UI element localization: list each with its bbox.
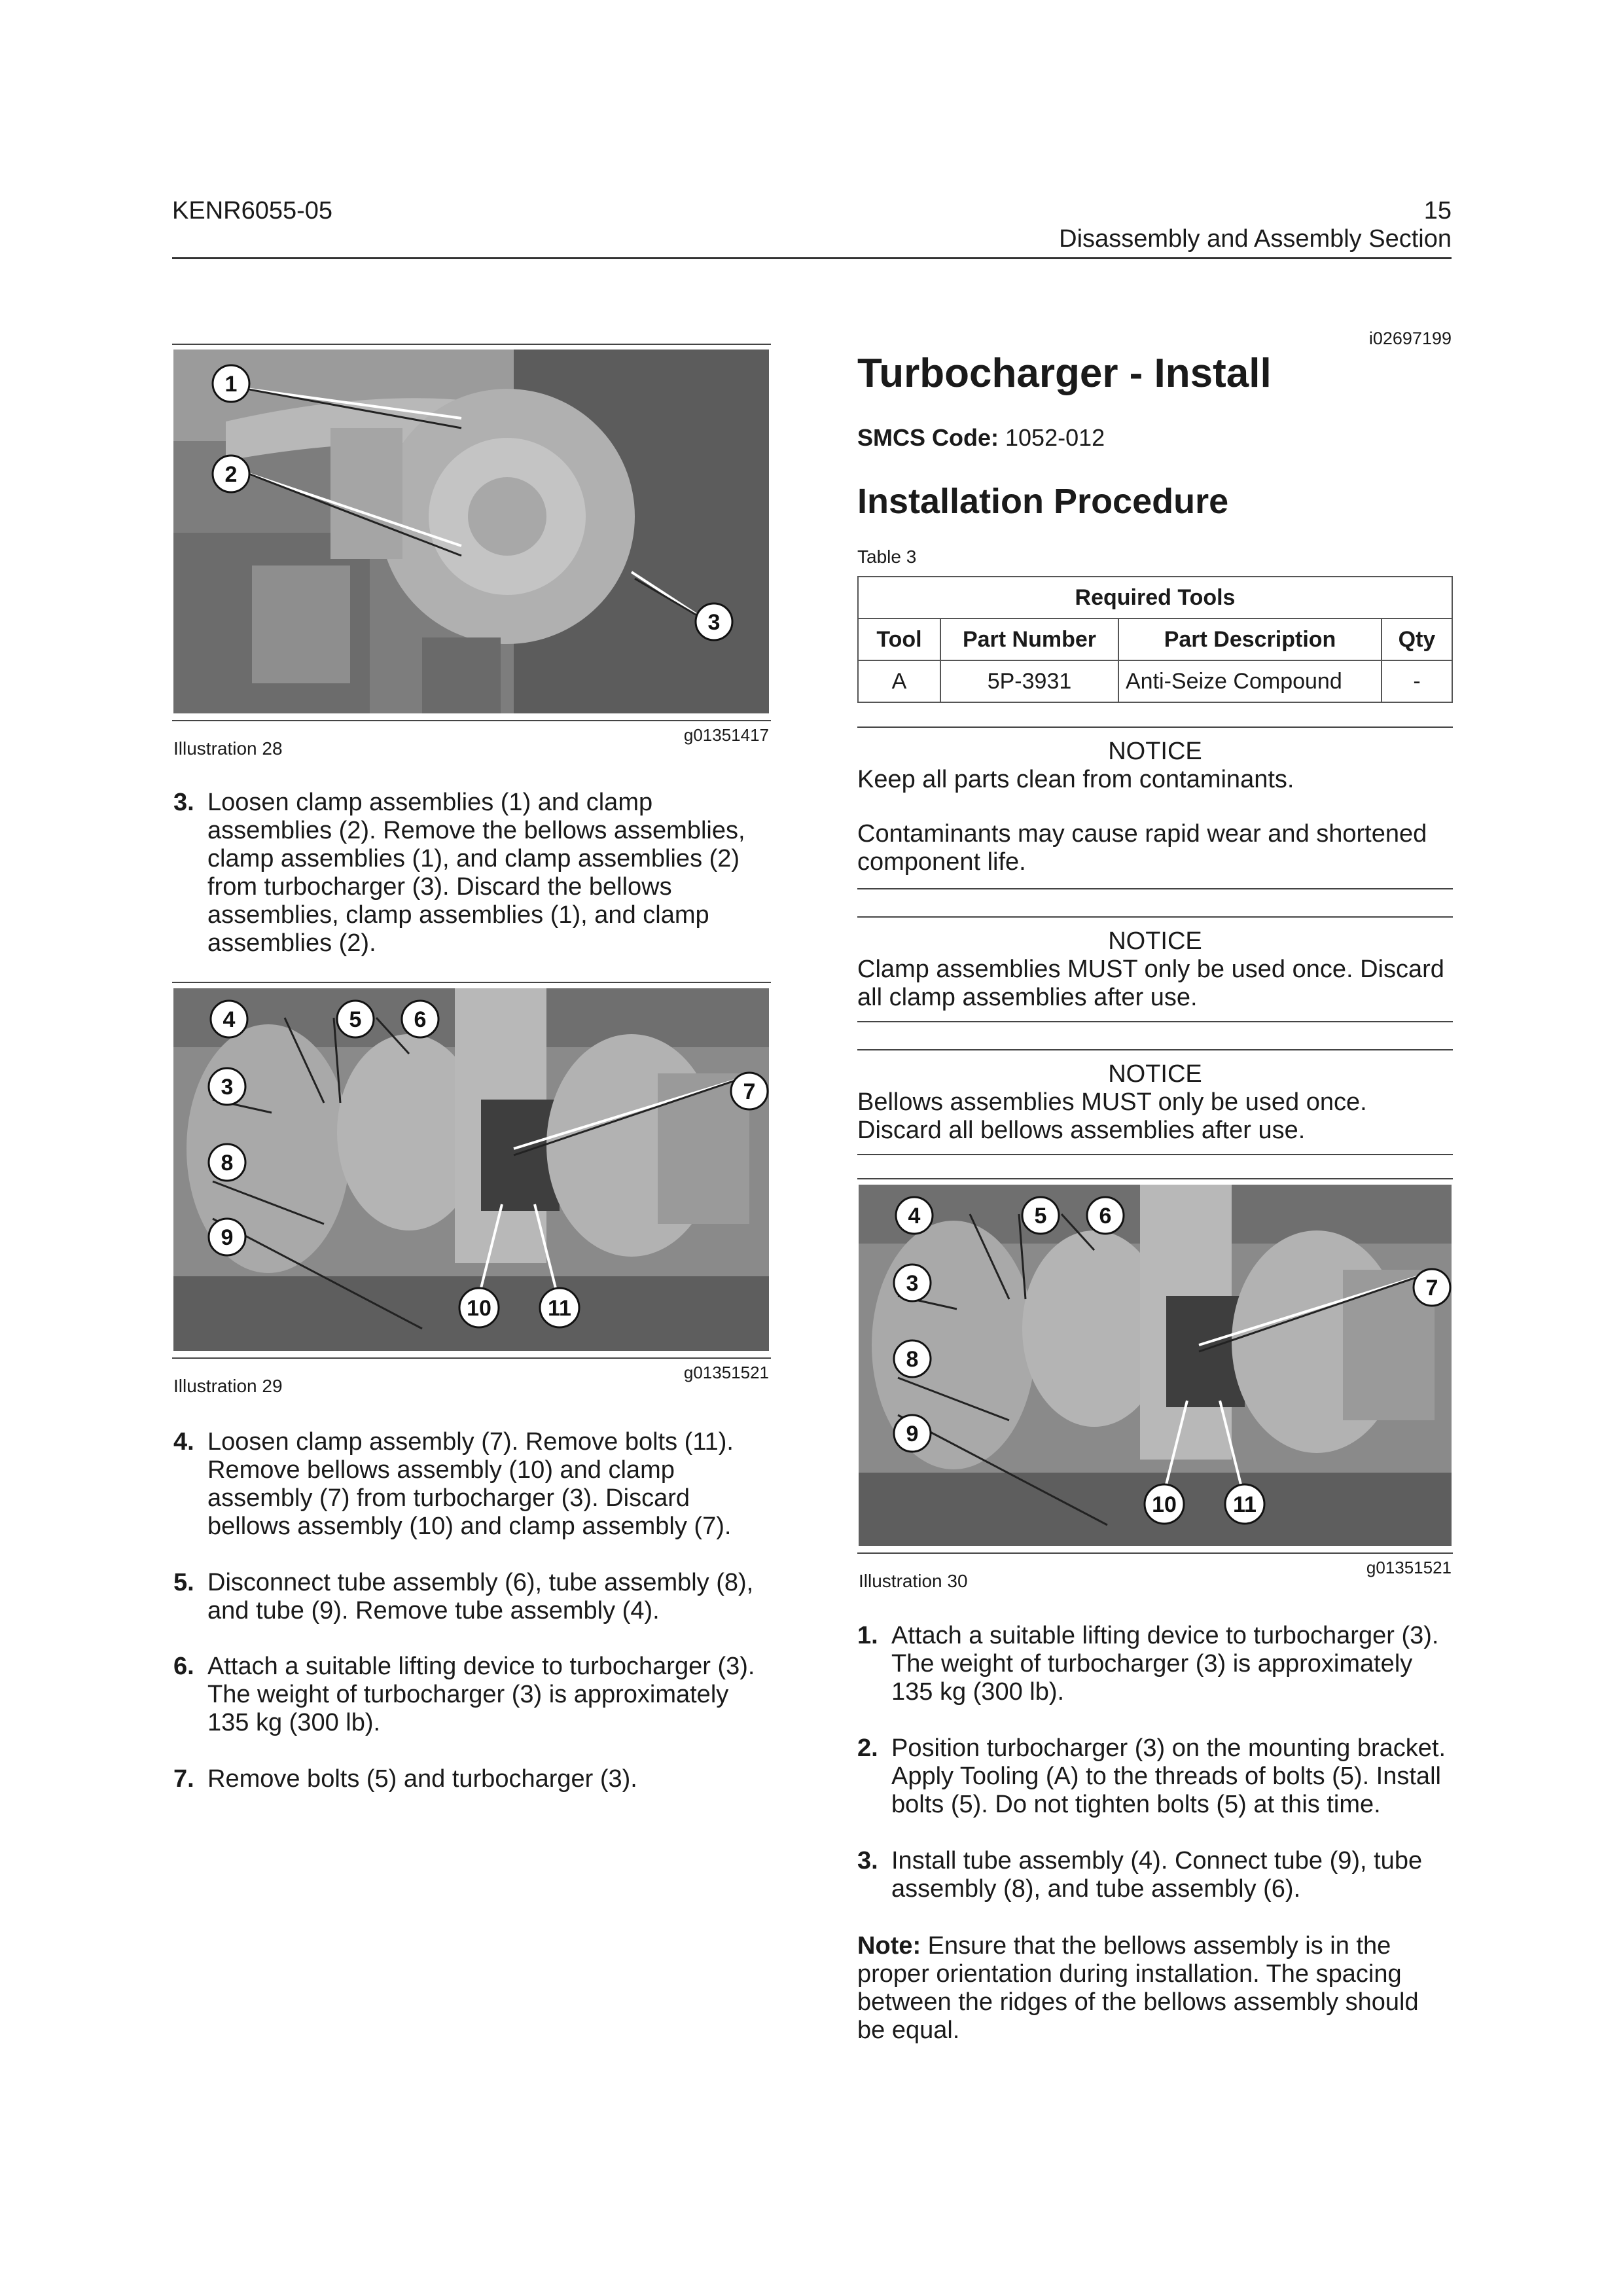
- illustration-28-photo: [173, 350, 769, 713]
- notice-1-text-2: Contaminants may cause rapid wear and shortened component life.: [857, 820, 1427, 876]
- callout-7: [731, 1073, 768, 1109]
- section-title: Disassembly and Assembly Section: [1059, 225, 1452, 253]
- callout-4: [896, 1197, 933, 1234]
- svg-text:9: 9: [906, 1422, 919, 1446]
- cell-tool: A: [858, 660, 940, 702]
- procedure-heading: Installation Procedure: [857, 482, 1229, 521]
- callout-7: [1414, 1269, 1450, 1306]
- notice-2-label: NOTICE: [1108, 927, 1202, 955]
- illustration-29-bottom-rule: [172, 1357, 771, 1359]
- illustration-30-photo: [859, 1185, 1452, 1546]
- callout-6: [1087, 1197, 1124, 1234]
- col-header-part-number: Part Number: [940, 619, 1118, 660]
- ref-id: i02697199: [1368, 329, 1452, 348]
- smcs-value: 1052-012: [1005, 424, 1105, 451]
- callout-3: [696, 603, 732, 640]
- svg-text:11: 11: [1233, 1492, 1257, 1517]
- svg-text:5: 5: [349, 1007, 362, 1032]
- cell-part-description: Anti-Seize Compound: [1118, 660, 1382, 702]
- callout-8: [209, 1144, 245, 1181]
- notice-1-top-rule: [857, 726, 1453, 728]
- notice-1-label: NOTICE: [1108, 738, 1202, 765]
- svg-text:11: 11: [548, 1296, 571, 1321]
- page-title: Turbocharger - Install: [857, 351, 1272, 396]
- right-step-3: 3. Install tube assembly (4). Connect tube (9), tube assembly (8), and tube assembly (6).: [857, 1847, 1423, 1903]
- callout-8: [894, 1340, 931, 1377]
- svg-text:3: 3: [906, 1271, 919, 1296]
- callout-1: [213, 365, 249, 402]
- col-header-tool: Tool: [858, 619, 940, 660]
- svg-text:6: 6: [414, 1007, 427, 1032]
- illustration-30-code: g01351521: [1366, 1558, 1452, 1577]
- notice-1-text-1: Keep all parts clean from contaminants.: [857, 766, 1294, 793]
- callout-5: [337, 1001, 374, 1037]
- svg-text:10: 10: [467, 1296, 491, 1321]
- smcs-label: SMCS Code:: [857, 424, 999, 451]
- notice-3: [857, 1060, 1453, 1145]
- callout-4: [211, 1001, 247, 1037]
- callout-11: [540, 1288, 579, 1327]
- callout-10: [459, 1288, 499, 1327]
- col-header-qty: Qty: [1382, 619, 1452, 660]
- notice-3-bottom-rule: [857, 1154, 1453, 1155]
- notice-2-text: Clamp assemblies MUST only be used once. Discard all clamp assemblies after use.: [857, 956, 1444, 1011]
- table-caption: Table 3: [857, 547, 917, 567]
- callout-11: [1225, 1484, 1264, 1524]
- right-step-2: 2. Position turbocharger (3) on the mounting bracket. Apply Tooling (A) to the threads of bolts (5). Install bolts (5). Do not tighten bolts (5) at this time.: [857, 1734, 1446, 1818]
- left-step-4: 4. Loosen clamp assembly (7). Remove bolts (11). Remove bellows assembly (10) and clamp assembly (7) from turbocharger (3). Discard bellows assembly (10) and clamp assembly (7).: [173, 1428, 734, 1540]
- notice-1: [857, 738, 1453, 876]
- left-step-6: 6. Attach a suitable lifting device to turbocharger (3). The weight of turbocharger (3) is approximately 135 kg (300 lb).: [173, 1653, 755, 1736]
- notice-2-top-rule: [857, 916, 1453, 918]
- illustration-30-bottom-rule: [857, 1552, 1453, 1554]
- svg-text:5: 5: [1034, 1204, 1047, 1229]
- smcs-code: [857, 424, 1105, 452]
- page-number: 15: [1423, 197, 1452, 224]
- callout-3b: [209, 1068, 245, 1105]
- svg-text:4: 4: [223, 1007, 236, 1032]
- note-text: Ensure that the bellows assembly is in the proper orientation during installation. The spacing between the ridges of the bellows assembly should be equal.: [857, 1932, 1419, 2044]
- illustration-29-top-rule: [172, 982, 771, 983]
- illustration-30-caption: Illustration 30: [859, 1571, 968, 1591]
- illustration-28-bottom-rule: [172, 720, 771, 721]
- svg-text:10: 10: [1152, 1492, 1177, 1517]
- illustration-29-code: g01351521: [683, 1363, 769, 1382]
- illustration-30-caption-row: [859, 1558, 1452, 1592]
- cell-qty: -: [1382, 660, 1452, 702]
- left-step-5: 5. Disconnect tube assembly (6), tube assembly (8), and tube (9). Remove tube assembly (4).: [173, 1569, 754, 1624]
- svg-text:9: 9: [221, 1225, 234, 1250]
- note-label: Note:: [857, 1932, 921, 1960]
- left-step-7: 7. Remove bolts (5) and turbocharger (3).: [173, 1765, 637, 1793]
- table-title: Required Tools: [858, 577, 1452, 619]
- table-row: [858, 660, 1452, 702]
- svg-text:6: 6: [1099, 1204, 1112, 1229]
- header-rule: [172, 257, 1452, 259]
- svg-text:3: 3: [707, 610, 721, 635]
- svg-text:4: 4: [908, 1204, 921, 1229]
- callout-9: [209, 1219, 245, 1255]
- svg-text:8: 8: [221, 1151, 234, 1175]
- svg-text:7: 7: [743, 1079, 756, 1104]
- callout-3b: [894, 1265, 931, 1301]
- right-step-1: 1. Attach a suitable lifting device to turbocharger (3). The weight of turbocharger (3) is approximately 135 kg (300 lb).: [857, 1622, 1439, 1706]
- notice-3-text: Bellows assemblies MUST only be used once. Discard all bellows assemblies after use.: [857, 1088, 1367, 1144]
- left-step-3: 3. Loosen clamp assemblies (1) and clamp assemblies (2). Remove the bellows assemblies, clamp assemblies (1), and clamp assemblies (2) from turbocharger (3). Discard the bellows assemblies, clamp assemblies (1), and clamp assemblies (2).: [173, 789, 745, 957]
- doc-id: KENR6055-05: [172, 197, 333, 224]
- illustration-28-top-rule: [172, 344, 771, 345]
- illustration-28-caption: Illustration 28: [173, 738, 283, 759]
- notice-2: [857, 927, 1453, 1012]
- notice-2-bottom-rule: [857, 1021, 1453, 1022]
- notice-1-bottom-rule: [857, 888, 1453, 889]
- cell-part-number: 5P-3931: [940, 660, 1118, 702]
- illustration-28-code: g01351417: [683, 725, 769, 745]
- illustration-29-caption-row: [173, 1363, 769, 1397]
- callout-2: [213, 456, 249, 492]
- col-header-part-description: Part Description: [1118, 619, 1382, 660]
- required-tools-table: [857, 576, 1453, 703]
- svg-text:3: 3: [221, 1075, 234, 1100]
- illustration-30-top-rule: [857, 1178, 1453, 1179]
- callout-10: [1145, 1484, 1184, 1524]
- illustration-29-photo: [173, 988, 769, 1351]
- install-note: [857, 1932, 1453, 2045]
- svg-text:7: 7: [1425, 1276, 1438, 1300]
- notice-3-top-rule: [857, 1049, 1453, 1050]
- illustration-29-caption: Illustration 29: [173, 1376, 283, 1396]
- svg-text:8: 8: [906, 1347, 919, 1372]
- callout-9: [894, 1415, 931, 1452]
- svg-text:2: 2: [224, 462, 238, 487]
- callout-5: [1022, 1197, 1059, 1234]
- illustration-28-caption-row: [173, 725, 769, 759]
- notice-3-label: NOTICE: [1108, 1060, 1202, 1088]
- callout-6: [402, 1001, 438, 1037]
- svg-text:1: 1: [224, 372, 238, 397]
